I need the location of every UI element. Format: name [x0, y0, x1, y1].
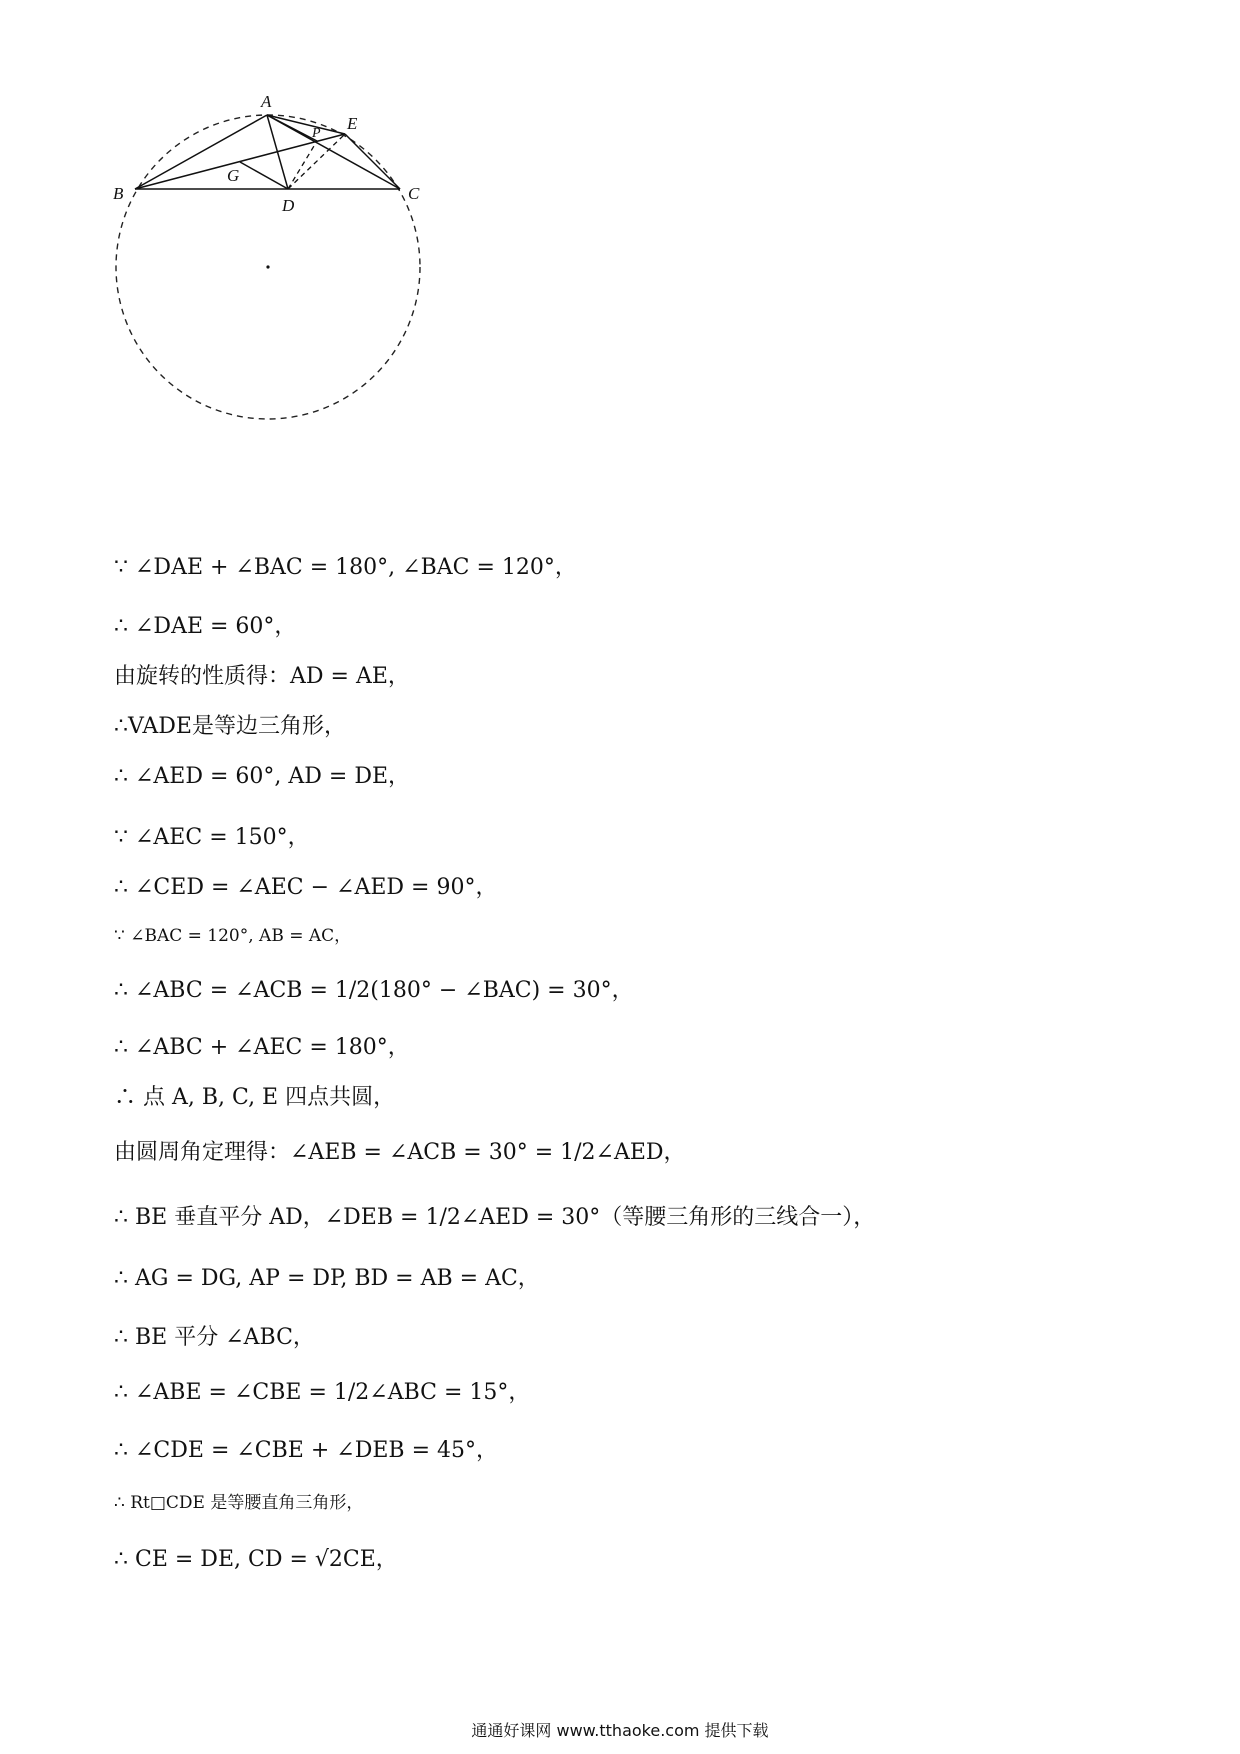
label-P: P — [312, 126, 321, 141]
proof-line-6: ∵ ∠AEC = 150°， — [114, 825, 310, 850]
label-B: B — [113, 184, 124, 203]
segment-BE — [135, 134, 345, 189]
proof-line-16: ∴ ∠ABE = ∠CBE = 1/2∠ABC = 15°， — [114, 1380, 531, 1405]
proof-line-11: ∴ 点 A, B, C, E 四点共圆， — [114, 1085, 396, 1110]
proof-line-14: ∴ AG = DG, AP = DP, BD = AB = AC， — [114, 1266, 540, 1291]
proof-line-3: 由旋转的性质得：AD = AE， — [114, 664, 410, 689]
page-footer: 通通好课网 www.tthaoke.com 提供下载 — [471, 1721, 769, 1740]
proof-line-2: ∴ ∠DAE = 60°， — [114, 614, 297, 639]
label-E: E — [347, 114, 358, 133]
label-C: C — [408, 184, 420, 203]
proof-line-9: ∴ ∠ABC = ∠ACB = 1/2(180° − ∠BAC) = 30°， — [114, 978, 634, 1003]
dashed-segments — [288, 134, 345, 189]
proof-line-15: ∴ BE 平分 ∠ABC， — [114, 1325, 315, 1350]
label-A: A — [261, 95, 272, 111]
segment-EC — [345, 134, 400, 189]
geometry-figure — [110, 95, 490, 485]
circle-center-dot — [266, 265, 269, 268]
label-G: G — [227, 166, 240, 185]
proof-line-1: ∵ ∠DAE + ∠BAC = 180°, ∠BAC = 120°， — [114, 555, 577, 580]
proof-line-8: ∵ ∠BAC = 120°, AB = AC， — [114, 926, 352, 946]
proof-line-7: ∴ ∠CED = ∠AEC − ∠AED = 90°， — [114, 875, 498, 900]
proof-line-19: ∴ CE = DE, CD = √2CE， — [114, 1547, 398, 1572]
label-D: D — [282, 196, 295, 215]
proof-line-5: ∴ ∠AED = 60°, AD = DE， — [114, 764, 411, 789]
segment-AB — [135, 115, 267, 189]
segment-AE — [267, 115, 345, 134]
proof-line-18: ∴ Rt□CDE 是等腰直角三角形， — [114, 1493, 364, 1513]
proof-line-13: ∴ BE 垂直平分 AD，∠DEB = 1/2∠AED = 30°（等腰三角形的三线合一）， — [114, 1205, 876, 1230]
proof-line-12: 由圆周角定理得：∠AEB = ∠ACB = 30° = 1/2∠AED， — [114, 1140, 686, 1165]
segment-AP — [267, 115, 317, 141]
proof-line-10: ∴ ∠ABC + ∠AEC = 180°， — [114, 1035, 410, 1060]
proof-line-4: ∴VADE是等边三角形， — [114, 714, 346, 739]
proof-line-17: ∴ ∠CDE = ∠CBE + ∠DEB = 45°， — [114, 1438, 499, 1463]
triangle-lines — [135, 115, 400, 189]
